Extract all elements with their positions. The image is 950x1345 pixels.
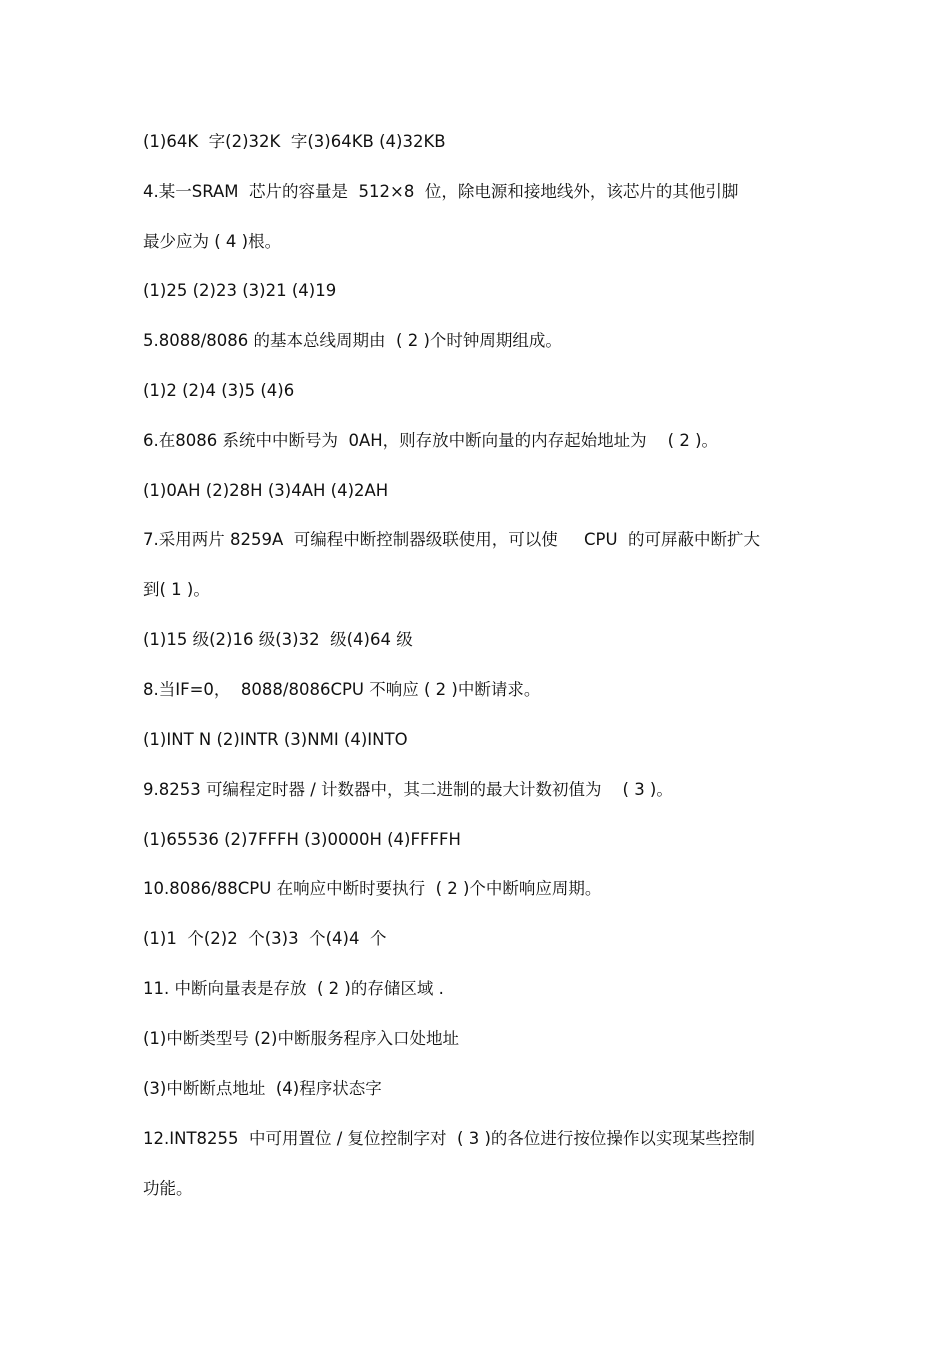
text-line: 8.当IF=0， 8088/8086CPU 不响应 ( 2 )中断请求。 <box>143 680 541 699</box>
text-line: 功能。 <box>143 1179 193 1198</box>
text-line: (3)中断断点地址 (4)程序状态字 <box>143 1079 382 1098</box>
text-line: (1)0AH (2)28H (3)4AH (4)2AH <box>143 481 389 500</box>
text-line: 最少应为 ( 4 )根。 <box>143 232 282 251</box>
text-line: 10.8086/88CPU 在响应中断时要执行 ( 2 )个中断响应周期。 <box>143 879 602 898</box>
text-line: 12.INT8255 中可用置位 / 复位控制字对 ( 3 )的各位进行按位操作以实现某些控制 <box>143 1129 755 1148</box>
text-line: 11. 中断向量表是存放 ( 2 )的存储区域 . <box>143 979 444 998</box>
text-line: 9.8253 可编程定时器 / 计数器中，其二进制的最大计数初值为 ( 3 )。 <box>143 780 673 799</box>
text-line: (1)64K 字(2)32K 字(3)64KB (4)32KB <box>143 132 446 151</box>
text-line: (1)INT N (2)INTR (3)NMI (4)INTO <box>143 730 408 749</box>
text-line: (1)25 (2)23 (3)21 (4)19 <box>143 281 337 300</box>
text-line: 6.在8086 系统中中断号为 0AH，则存放中断向量的内存起始地址为 ( 2 )。 <box>143 431 719 450</box>
text-line: 5.8088/8086 的基本总线周期由 ( 2 )个时钟周期组成。 <box>143 331 562 350</box>
text-line: (1)2 (2)4 (3)5 (4)6 <box>143 381 295 400</box>
text-line: (1)中断类型号 (2)中断服务程序入口处地址 <box>143 1029 459 1048</box>
text-line: 7.采用两片 8259A 可编程中断控制器级联使用，可以使 CPU 的可屏蔽中断扩大 <box>143 530 761 549</box>
text-line: 到( 1 )。 <box>143 580 210 599</box>
text-line: (1)65536 (2)7FFFH (3)0000H (4)FFFFH <box>143 830 461 849</box>
text-line: (1)1 个(2)2 个(3)3 个(4)4 个 <box>143 929 387 948</box>
text-line: 4.某一SRAM 芯片的容量是 512×8 位，除电源和接地线外，该芯片的其他引脚 <box>143 182 739 201</box>
text-line: (1)15 级(2)16 级(3)32 级(4)64 级 <box>143 630 413 649</box>
